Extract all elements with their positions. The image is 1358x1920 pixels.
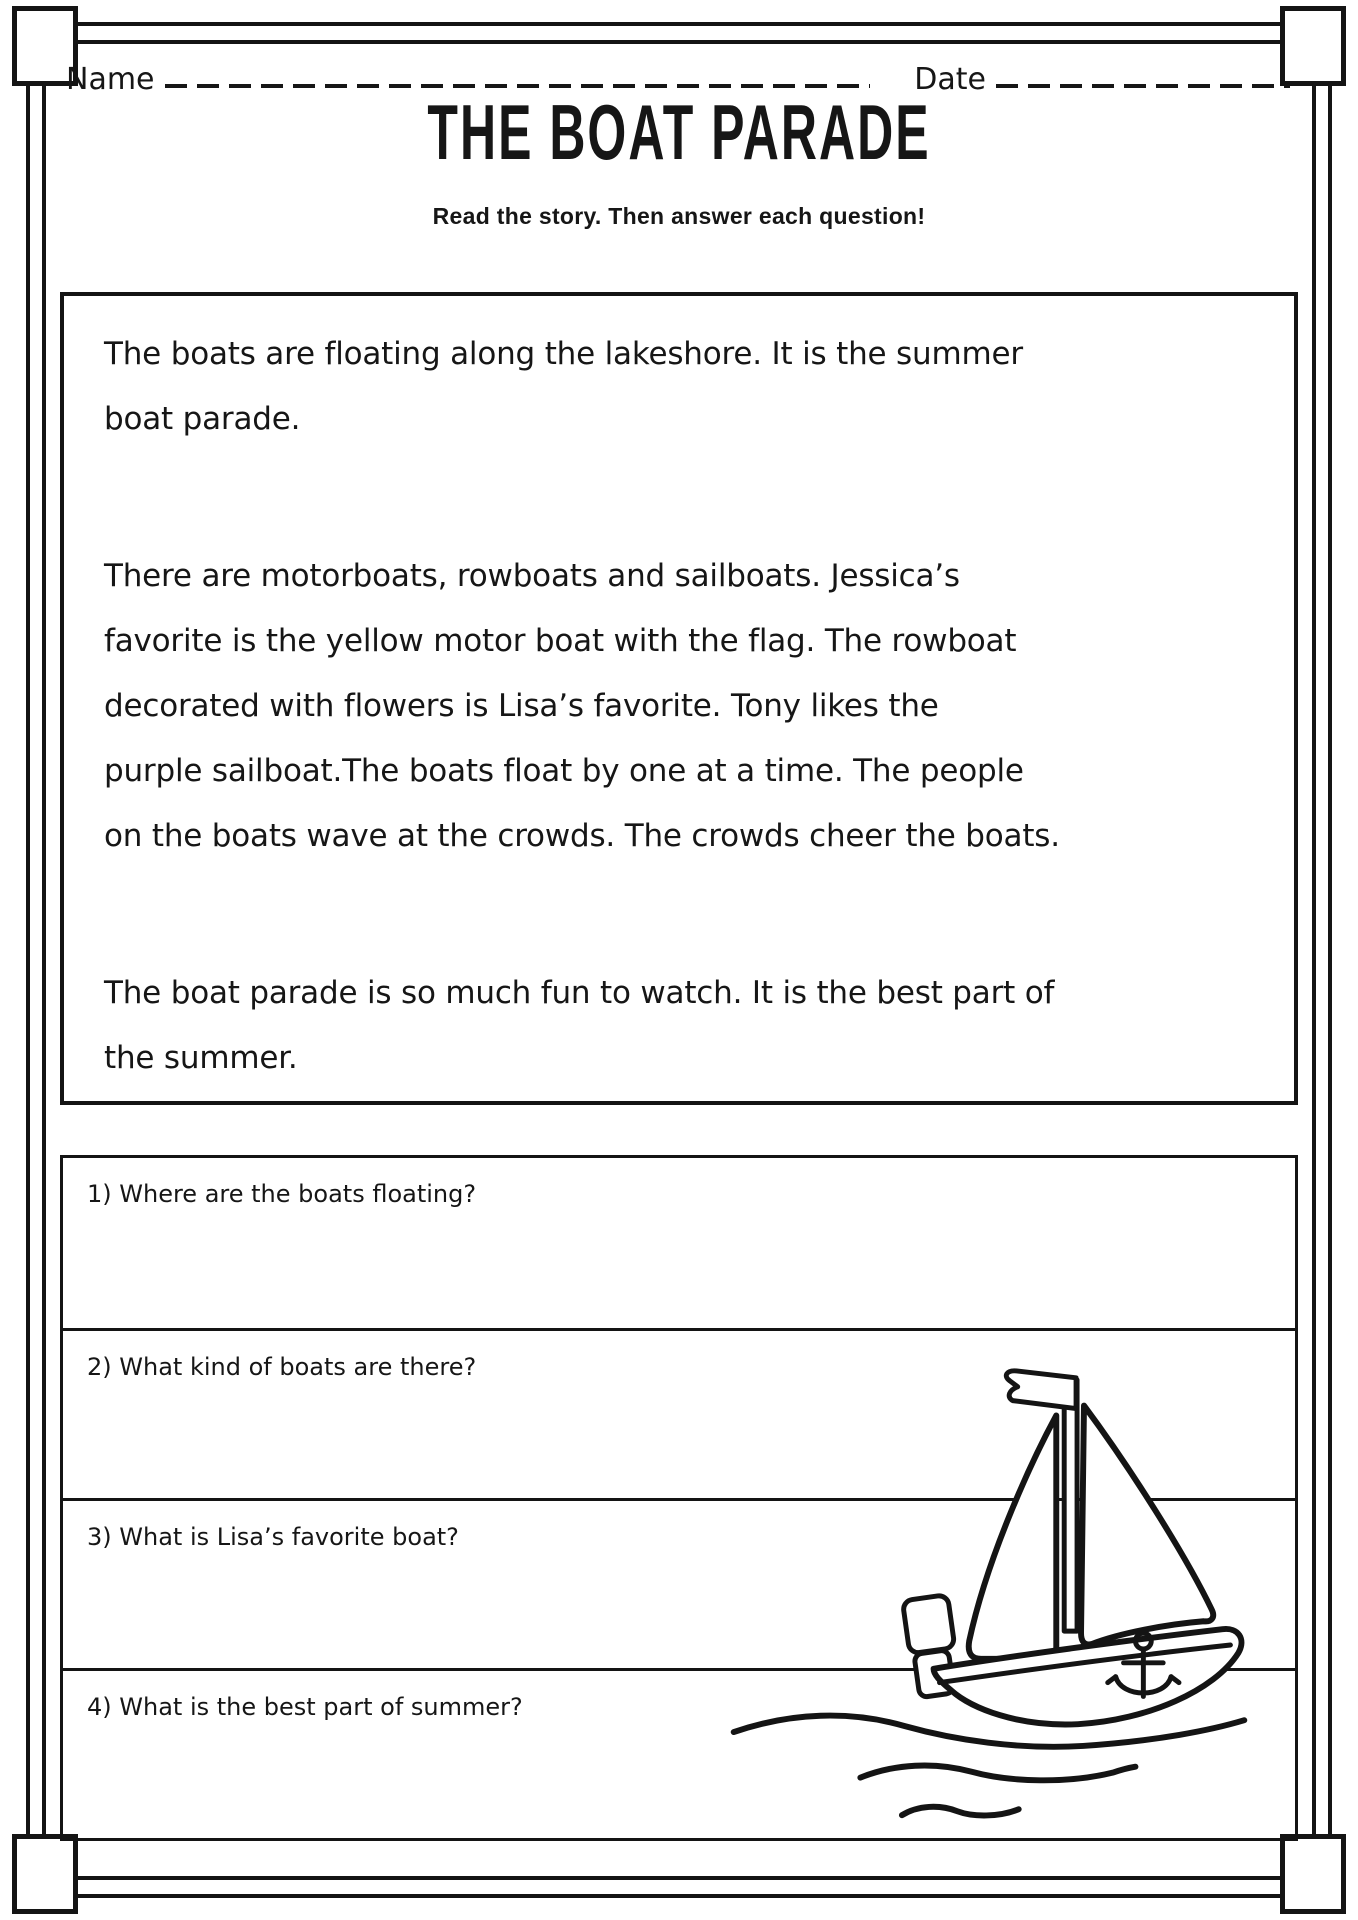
answer-area-3[interactable] xyxy=(63,1498,1295,1668)
story-line: decorated with flowers is Lisa’s favorite. Tony likes the xyxy=(104,688,939,724)
story-paragraph xyxy=(104,961,1254,1091)
story-line: boat parade. xyxy=(104,401,301,437)
answer-area-1[interactable] xyxy=(63,1158,1295,1328)
page-title: THE BOAT PARADE xyxy=(427,89,931,176)
title-row xyxy=(60,89,1298,197)
page-subtitle: Read the story. Then answer each question! xyxy=(432,203,926,229)
story-paragraph xyxy=(104,322,1254,452)
story-paragraph xyxy=(104,544,1254,869)
date-label: Date xyxy=(914,62,986,97)
story-line: purple sailboat.The boats float by one at a time. The people xyxy=(104,753,1024,789)
answer-area-4[interactable] xyxy=(63,1668,1295,1838)
question-1-label: 1) Where are the boats floating? xyxy=(87,1180,477,1208)
question-2-label: 2) What kind of boats are there? xyxy=(87,1353,477,1381)
story-line: There are motorboats, rowboats and sailboats. Jessica’s xyxy=(104,558,960,594)
story-box xyxy=(60,292,1298,1105)
story-line: The boats are floating along the lakeshore. It is the summer xyxy=(104,336,1023,372)
story-line: favorite is the yellow motor boat with the flag. The rowboat xyxy=(104,623,1017,659)
questions-box xyxy=(60,1155,1298,1841)
story-line: on the boats wave at the crowds. The crowds cheer the boats. xyxy=(104,818,1060,854)
answer-area-2[interactable] xyxy=(63,1328,1295,1498)
content-area xyxy=(46,44,1312,1876)
question-4-label: 4) What is the best part of summer? xyxy=(87,1693,523,1721)
question-3-label: 3) What is Lisa’s favorite boat? xyxy=(87,1523,459,1551)
story-line: the summer. xyxy=(104,1040,298,1076)
name-label: Name xyxy=(66,62,155,97)
date-blank-field[interactable] xyxy=(996,84,1290,88)
story-line: The boat parade is so much fun to watch. It is the best part of xyxy=(104,975,1055,1011)
